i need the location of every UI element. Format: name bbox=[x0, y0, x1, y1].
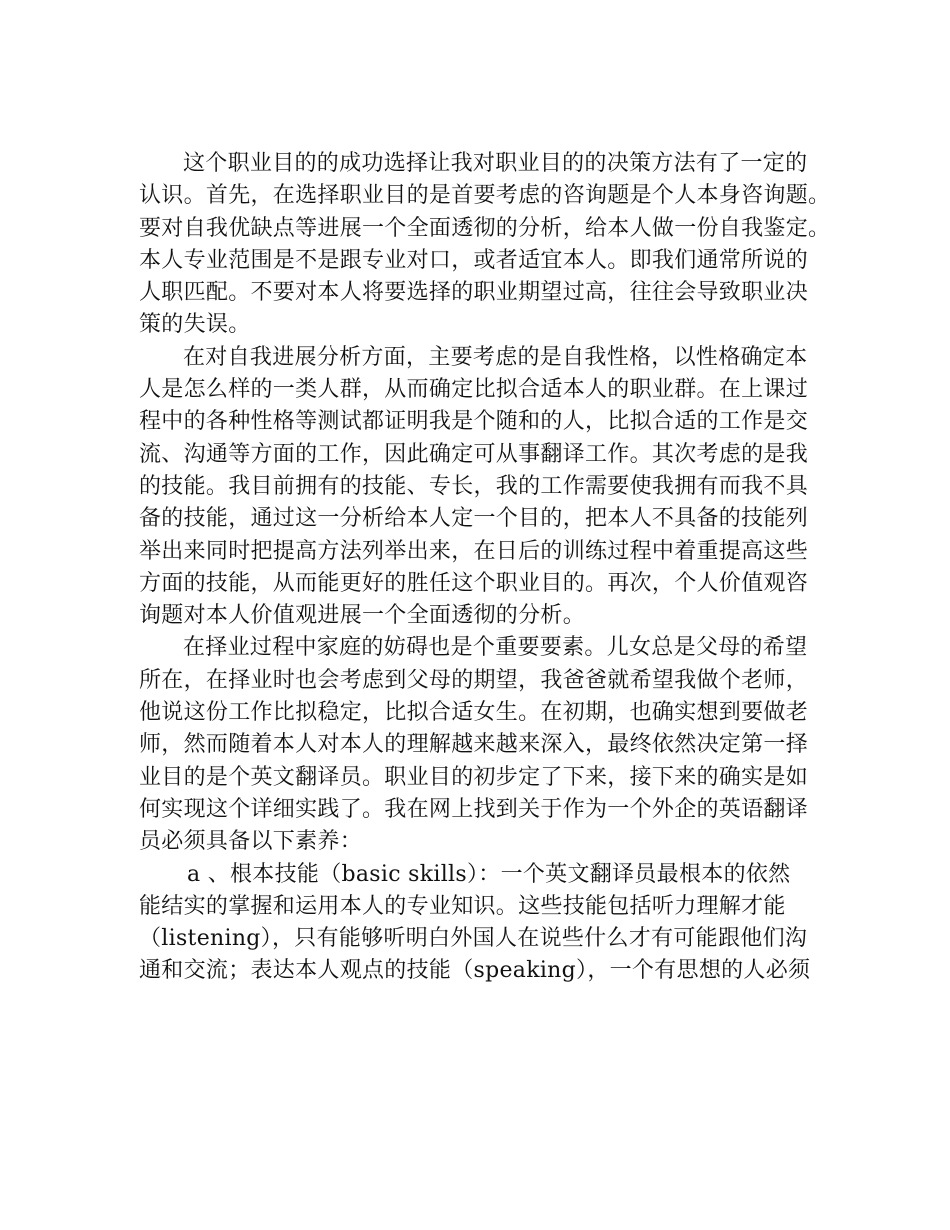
paragraph-line: 师，然而随着本人对本人的理解越来越来深入，最终依然决定第一择 bbox=[139, 732, 809, 758]
paragraph-line: 员必须具备以下素养： bbox=[139, 829, 363, 855]
paragraph-line: 策的失误。 bbox=[139, 312, 251, 338]
paragraph-line: 询题对本人价值观进展一个全面透彻的分析。 bbox=[139, 603, 586, 629]
paragraph bbox=[139, 342, 819, 633]
paragraph-line: 本人专业范围是不是跟专业对口，或者适宜本人。即我们通常所说的 bbox=[139, 247, 809, 273]
paragraph-line: 他说这份工作比拟稳定，比拟合适女生。在初期，也确实想到要做老 bbox=[139, 700, 809, 726]
paragraph-line: 人职匹配。不要对本人将要选择的职业期望过高，往往会导致职业决 bbox=[139, 280, 809, 306]
paragraph-first-line: 在对自我进展分析方面，主要考虑的是自我性格，以性格确定本 bbox=[183, 344, 808, 370]
paragraph-line: 程中的各种性格等测试都证明我是个随和的人，比拟合适的工作是交 bbox=[139, 409, 809, 435]
paragraph bbox=[139, 632, 819, 858]
paragraph-line: 备的技能，通过这一分析给本人定一个目的，把本人不具备的技能列 bbox=[139, 506, 809, 532]
paragraph-line: （listening），只有能够听明白外国人在说些什么才有可能跟他们沟 bbox=[139, 926, 808, 952]
paragraph bbox=[139, 148, 831, 342]
paragraph-line: 能结实的掌握和运用本人的专业知识。这些技能包括听力理解才能 bbox=[139, 893, 786, 919]
paragraph bbox=[139, 859, 819, 988]
paragraph-line: 举出来同时把提高方法列举出来，在日后的训练过程中着重提高这些 bbox=[139, 538, 809, 564]
paragraph-line: 要对自我优缺点等进展一个全面透彻的分析，给本人做一份自我鉴定。 bbox=[139, 215, 831, 241]
document-body bbox=[139, 148, 831, 988]
paragraph-first-line: 在择业过程中家庭的妨碍也是个重要要素。儿女总是父母的希望 bbox=[183, 635, 808, 661]
paragraph-first-line: a 、根本技能（basic skills）：一个英文翻译员最根本的依然 bbox=[187, 861, 791, 887]
paragraph-first-line: 这个职业目的的成功选择让我对职业目的的决策方法有了一定的 bbox=[183, 151, 808, 176]
paragraph-line: 流、沟通等方面的工作，因此确定可从事翻译工作。其次考虑的是我 bbox=[139, 441, 809, 467]
paragraph-line: 的技能。我目前拥有的技能、专长，我的工作需要使我拥有而我不具 bbox=[139, 473, 809, 499]
paragraph-line: 所在，在择业时也会考虑到父母的期望，我爸爸就希望我做个老师， bbox=[139, 667, 809, 693]
paragraph-line: 何实现这个详细实践了。我在网上找到关于作为一个外企的英语翻译 bbox=[139, 796, 809, 822]
paragraph-line: 认识。首先，在选择职业目的是首要考虑的咨询题是个人本身咨询题。 bbox=[139, 183, 831, 209]
paragraph-line: 方面的技能，从而能更好的胜任这个职业目的。再次，个人价值观咨 bbox=[139, 570, 809, 596]
paragraph-line: 业目的是个英文翻译员。职业目的初步定了下来，接下来的确实是如 bbox=[139, 764, 809, 790]
paragraph-line: 通和交流；表达本人观点的技能（speaking），一个有思想的人必须 bbox=[139, 958, 811, 984]
paragraph-line: 人是怎么样的一类人群，从而确定比拟合适本人的职业群。在上课过 bbox=[139, 377, 809, 403]
